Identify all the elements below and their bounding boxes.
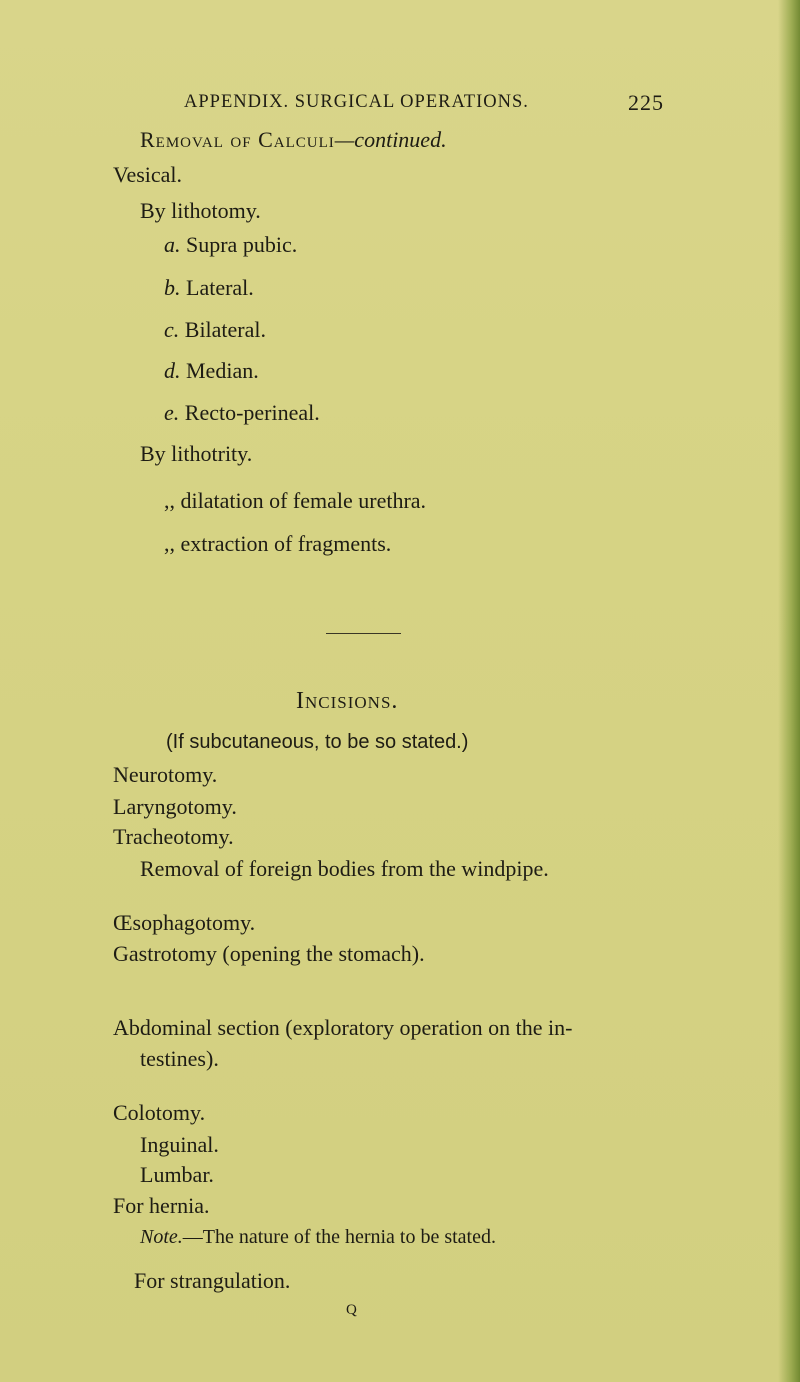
strangulation-label: For strangulation. [134, 1268, 291, 1293]
inguinal-label: Inguinal. [140, 1132, 219, 1157]
vesical-label: Vesical. [113, 162, 183, 187]
item-text: Lateral. [186, 275, 254, 300]
dilatation-label: ,, dilatation of female urethra. [164, 488, 427, 513]
tracheotomy-label: Tracheotomy. [113, 824, 234, 849]
removal-heading-text: Removal of Calculi [140, 127, 335, 152]
hernia-label: For hernia. [113, 1193, 210, 1218]
lumbar-label: Lumbar. [140, 1162, 214, 1187]
note-text: —The nature of the hernia to be stated. [182, 1226, 496, 1248]
page-edge-shadow [778, 0, 800, 1382]
running-head: APPENDIX. SURGICAL OPERATIONS. [184, 92, 529, 112]
signature-mark: Q [346, 1302, 357, 1318]
list-item [164, 400, 320, 426]
note-label: Note. [140, 1226, 183, 1248]
extraction-label: ,, extraction of fragments. [164, 531, 392, 556]
lithotrity-label: By lithotrity. [140, 441, 253, 466]
colotomy-label: Colotomy. [113, 1100, 206, 1125]
item-text: Bilateral. [184, 317, 267, 342]
list-item [164, 358, 259, 384]
continued-text: —continued. [334, 127, 447, 152]
foreign-bodies-label: Removal of foreign bodies from the windpipe. [140, 856, 549, 881]
neurotomy-label: Neurotomy. [113, 762, 218, 787]
list-item [164, 317, 266, 343]
item-text: Median. [186, 358, 259, 383]
item-letter: a. [164, 232, 181, 257]
item-text: Supra pubic. [186, 232, 298, 257]
section-heading-removal [140, 127, 447, 153]
abdominal-line-1: Abdominal section (exploratory operation on the in- [113, 1015, 573, 1040]
gastrotomy-label: Gastrotomy (opening the stomach). [113, 941, 425, 966]
section-divider [326, 633, 401, 634]
item-letter: b. [164, 275, 181, 300]
laryngotomy-label: Laryngotomy. [113, 794, 237, 819]
item-letter: d. [164, 358, 181, 383]
lithotomy-label: By lithotomy. [140, 198, 261, 223]
page-number: 225 [628, 90, 664, 115]
item-letter: e. [164, 400, 180, 425]
abdominal-line-2: testines). [140, 1046, 219, 1071]
incisions-heading: Incisions. [296, 688, 399, 714]
list-item [164, 275, 254, 301]
oesophagotomy-label: Œsophagotomy. [113, 910, 256, 935]
item-text: Recto-perineal. [184, 400, 320, 425]
subcutaneous-note: (If subcutaneous, to be so stated.) [166, 731, 469, 753]
hernia-note [140, 1226, 496, 1249]
item-letter: c. [164, 317, 180, 342]
list-item [164, 232, 297, 258]
